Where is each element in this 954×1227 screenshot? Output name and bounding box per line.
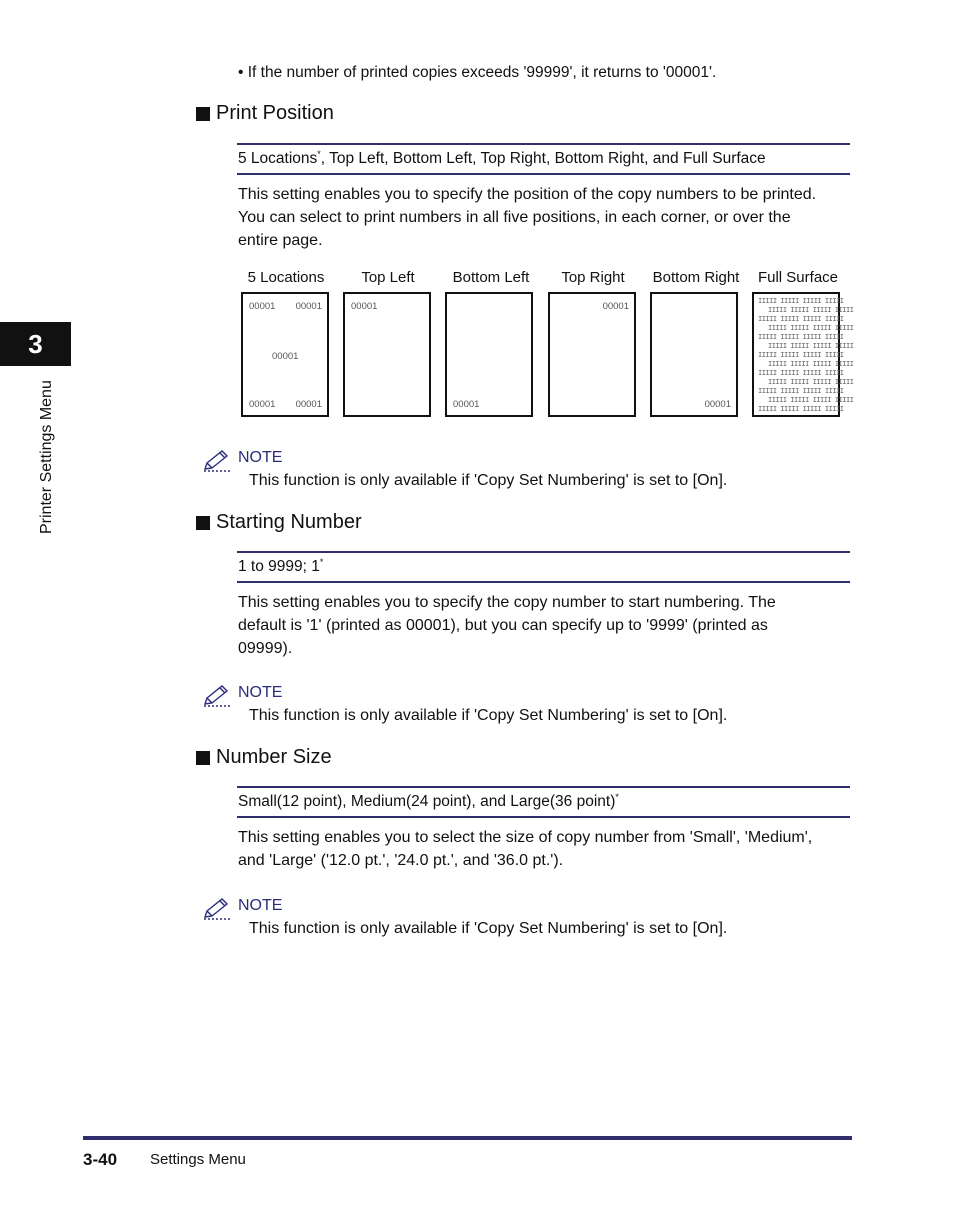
heading-text: Print Position (216, 102, 334, 124)
note-label: NOTE (238, 684, 283, 701)
fill-pattern: IIIII IIIII IIIII IIIII (758, 351, 844, 359)
note-label: NOTE (238, 897, 283, 914)
paragraph-print-position (238, 183, 858, 252)
sample-number: 00001 (272, 351, 299, 362)
fill-pattern: IIIII IIIII IIIII IIIII (768, 378, 854, 386)
fill-pattern: IIIII IIIII IIIII IIIII (768, 360, 854, 368)
paragraph-line: This setting enables you to specify the position of the copy numbers to be printed. (238, 186, 817, 203)
square-bullet-icon (196, 751, 210, 765)
default-mark: * (319, 557, 324, 567)
pencil-note-icon (202, 896, 232, 920)
range-print-position (237, 143, 850, 175)
sample-number: 00001 (453, 399, 480, 410)
sample-number: 00001 (249, 399, 276, 410)
fill-pattern: IIIII IIIII IIIII IIIII (758, 369, 844, 377)
heading-text: Number Size (216, 746, 332, 768)
position-label: Top Right (561, 269, 625, 286)
fill-pattern: IIIII IIIII IIIII IIIII (768, 396, 854, 404)
fill-pattern: IIIII IIIII IIIII IIIII (768, 342, 854, 350)
diagram-5-locations (241, 292, 329, 417)
square-bullet-icon (196, 107, 210, 121)
range-rest: , Top Left, Bottom Left, Top Right, Bottom Right, and Full Surface (320, 150, 766, 168)
heading-print-position (196, 102, 334, 125)
note-label: NOTE (238, 449, 283, 466)
fill-pattern: IIIII IIIII IIIII IIIII (758, 297, 844, 305)
fill-pattern: IIIII IIIII IIIII IIIII (758, 315, 844, 323)
pencil-note-icon (202, 448, 232, 472)
fill-pattern: IIIII IIIII IIIII IIIII (758, 333, 844, 341)
sample-number: 00001 (351, 301, 378, 312)
pencil-note-icon (202, 683, 232, 707)
paragraph-number-size (238, 826, 858, 872)
paragraph-line: You can select to print numbers in all five positions, in each corner, or over the (238, 209, 791, 226)
square-bullet-icon (196, 516, 210, 530)
chapter-side-label: Printer Settings Menu (38, 380, 55, 534)
fill-pattern: IIIII IIIII IIIII IIIII (768, 306, 854, 314)
position-label: 5 Locations (247, 269, 325, 286)
range-number-size (237, 786, 850, 818)
note-text: This function is only available if 'Copy Set Numbering' is set to [On]. (249, 920, 728, 937)
diagram-bottom-left (445, 292, 533, 417)
note-text: This function is only available if 'Copy Set Numbering' is set to [On]. (249, 707, 728, 724)
sample-number: 00001 (295, 399, 322, 410)
paragraph-line: 09999). (238, 640, 293, 657)
sample-number: 00001 (704, 399, 731, 410)
diagram-full-surface (752, 292, 854, 417)
sample-number: 00001 (602, 301, 629, 312)
position-label: Bottom Left (452, 269, 530, 286)
diagram-bottom-right (650, 292, 738, 417)
diagram-top-right (548, 292, 636, 417)
position-label: Bottom Right (652, 269, 740, 286)
paragraph-line: default is '1' (printed as 00001), but you can specify up to '9999' (printed as (238, 617, 768, 634)
position-label: Top Left (361, 269, 415, 286)
footer-title: Settings Menu (150, 1151, 246, 1168)
range-default: 5 Locations (238, 150, 318, 168)
fill-pattern: IIIII IIIII IIIII IIIII (758, 387, 844, 395)
fill-pattern: IIIII IIIII IIIII IIIII (768, 324, 854, 332)
note-text: This function is only available if 'Copy Set Numbering' is set to [On]. (249, 472, 728, 489)
page-number: 3-40 (83, 1150, 118, 1169)
fill-pattern: IIIII IIIII IIIII IIIII (758, 405, 844, 413)
diagram-top-left (343, 292, 431, 417)
default-mark: * (615, 792, 619, 802)
range-text: 1 to 9999; 1 (238, 558, 320, 576)
paragraph-line: This setting enables you to select the size of copy number from 'Small', 'Medium', (238, 829, 813, 846)
range-starting-number (237, 551, 850, 583)
sample-number: 00001 (295, 301, 322, 312)
paragraph-starting-number (238, 591, 858, 660)
chapter-tab: 3 (0, 322, 71, 366)
paragraph-line: This setting enables you to specify the copy number to start numbering. The (238, 594, 776, 611)
heading-number-size (196, 746, 332, 769)
position-label: Full Surface (757, 269, 839, 286)
heading-text: Starting Number (216, 511, 362, 533)
range-text: Small(12 point), Medium(24 point), and Large(36 point) (238, 793, 616, 811)
sample-number: 00001 (249, 301, 276, 312)
bullet-text: • If the number of printed copies exceeds '99999', it returns to '00001'. (238, 64, 717, 81)
heading-starting-number (196, 511, 362, 534)
paragraph-line: entire page. (238, 232, 323, 249)
paragraph-line: and 'Large' ('12.0 pt.', '24.0 pt.', and '36.0 pt.'). (238, 852, 564, 869)
footer-rule (83, 1136, 852, 1140)
default-mark: * (317, 149, 321, 159)
